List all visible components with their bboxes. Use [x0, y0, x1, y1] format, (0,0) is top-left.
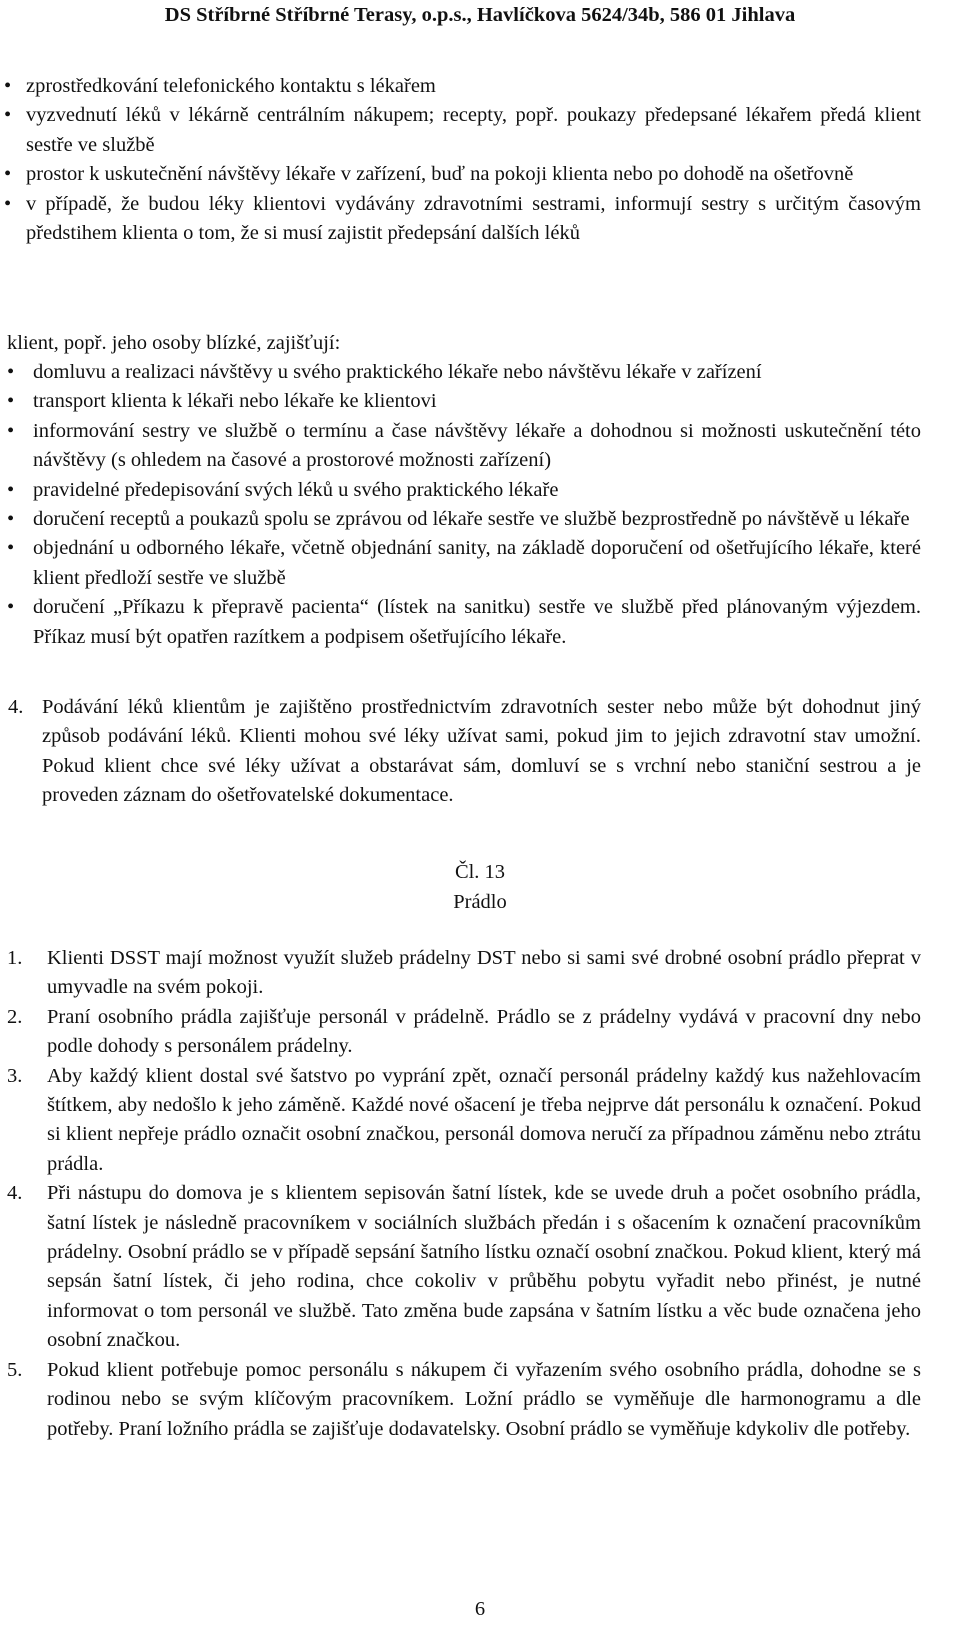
page-header: DS Stříbrné Stříbrné Terasy, o.p.s., Havlíčkova 5624/34b, 586 01 Jihlava	[164, 4, 796, 26]
list-item: • doručení receptů a poukazů spolu se zprávou od lékaře sestře ve službě bezprostředně po návštěvě u lékaře	[0, 505, 960, 534]
item-text: Aby každý klient dostal své šatstvo po vyprání zpět, označí personál prádelny každý kus nažehlovacím štítkem, aby nedošlo k jeho záměně. Každé nové ošacení je třeba nejprve dát personálu k označení. Pokud si klient nepřeje prádlo označit osobní značkou, personál domova neručí za případnou záměnu nebo ztrátu prádla.	[47, 1064, 921, 1175]
list-item: • doručení „Příkazu k přepravě pacienta“ (lístek na sanitku) sestře ve službě před plánovaným výjezdem. Příkaz musí být opatřen razítkem a podpisem ošetřujícího lékaře.	[0, 593, 960, 652]
list-item: • vyzvednutí léků v lékárně centrálním nákupem; recepty, popř. poukazy předepsané lékařem předá klient sestře ve službě	[0, 101, 960, 160]
item-text: Praní osobního prádla zajišťuje personál v prádelně. Prádlo se z prádelny vydává v pracovní dny nebo podle dohody s personálem prádelny.	[47, 1005, 921, 1058]
list-item: • domluvu a realizaci návštěvy u svého praktického lékaře nebo návštěvu lékaře v zařízení	[0, 358, 960, 387]
list-item	[0, 1356, 960, 1444]
bullet-list-clinic-provides	[0, 72, 960, 248]
item-number: 2.	[7, 1005, 23, 1028]
list-item: • transport klienta k lékaři nebo lékaře ke klientovi	[0, 387, 960, 416]
item-number: 4.	[7, 1182, 23, 1205]
list-item: • v případě, že budou léky klientovi vydávány zdravotními sestrami, informují sestry s určitým časovým předstihem klienta o tom, že si musí zajistit předepsání dalších léků	[0, 190, 960, 249]
item-text: Při nástupu do domova je s klientem sepisován šatní lístek, kde se uvede druh a počet osobního prádla, šatní lístek je následně pracovníkem v sociálních službách předán i s ošacením k označení pracovníkům prádelny. Osobní prádlo se v případě sepsání šatního lístku označí osobní značkou. Pokud klient, který má sepsán šatní lístek, či jeho rodina, chce cokoliv v průběhu pobytu vyřadit nebo přinést, je nutné informovat o tom personál ve službě. Tato změna bude zapsána v šatním lístku a věc bude označena jeho osobní značkou.	[47, 1182, 921, 1352]
list-item: • prostor k uskutečnění návštěvy lékaře v zařízení, buď na pokoji klienta nebo po dohodě na ošetřovně	[0, 160, 960, 189]
list-item: • informování sestry ve službě o termínu a čase návštěvy lékaře a dohodnou si možnosti uskutečnění této návštěvy (s ohledem na časové a prostorové možnosti zařízení)	[0, 417, 960, 476]
page-number: 6	[474, 1598, 486, 1620]
list-item	[0, 693, 960, 811]
numbered-item-4	[0, 693, 960, 811]
client-duties-intro: klient, popř. jeho osoby blízké, zajišťují:	[7, 332, 341, 354]
list-item: • objednání u odborného lékaře, včetně objednání sanity, na základě doporučení od ošetřujícího lékaře, které klient předloží sestře ve službě	[0, 534, 960, 593]
article-title: Prádlo	[453, 891, 507, 913]
item-text: Pokud klient potřebuje pomoc personálu s nákupem či vyřazením svého osobního prádla, dohodne se s rodinou nebo se svým klíčovým pracovníkem. Ložní prádlo se vyměňuje dle harmonogramu a dle potřeby. Praní ložního prádla se zajišťuje dodavatelsky. Osobní prádlo se vyměňuje kdykoliv dle potřeby.	[47, 1358, 921, 1440]
list-item	[0, 944, 960, 1003]
numbered-list-laundry	[0, 944, 960, 1444]
bullet-list-client-duties	[0, 358, 960, 652]
article-number: Čl. 13	[454, 861, 506, 883]
item-text: Klienti DSST mají možnost využít služeb prádelny DST nebo si sami své drobné osobní prádlo přeprat v umyvadle na svém pokoji.	[47, 947, 921, 999]
list-item	[0, 1062, 960, 1180]
item-number: 5.	[7, 1358, 23, 1381]
list-item	[0, 1179, 960, 1355]
item-number: 3.	[7, 1064, 23, 1087]
list-item: • pravidelné předepisování svých léků u svého praktického lékaře	[0, 476, 960, 505]
item-number: 1.	[7, 947, 23, 969]
item-text: Podávání léků klientům je zajištěno prostřednictvím zdravotních sester nebo může být dohodnut jiný způsob podávání léků. Klienti mohou své léky užívat sami, pokud jim to jejich zdravotní stav umožní. Pokud klient chce své léky užívat a obstarávat sám, domluví se s vrchní nebo staniční sestrou a je proveden záznam do ošetřovatelské dokumentace.	[42, 696, 921, 807]
list-item	[0, 1003, 960, 1062]
list-item: • zprostředkování telefonického kontaktu s lékařem	[0, 72, 960, 101]
item-number: 4.	[8, 696, 24, 718]
